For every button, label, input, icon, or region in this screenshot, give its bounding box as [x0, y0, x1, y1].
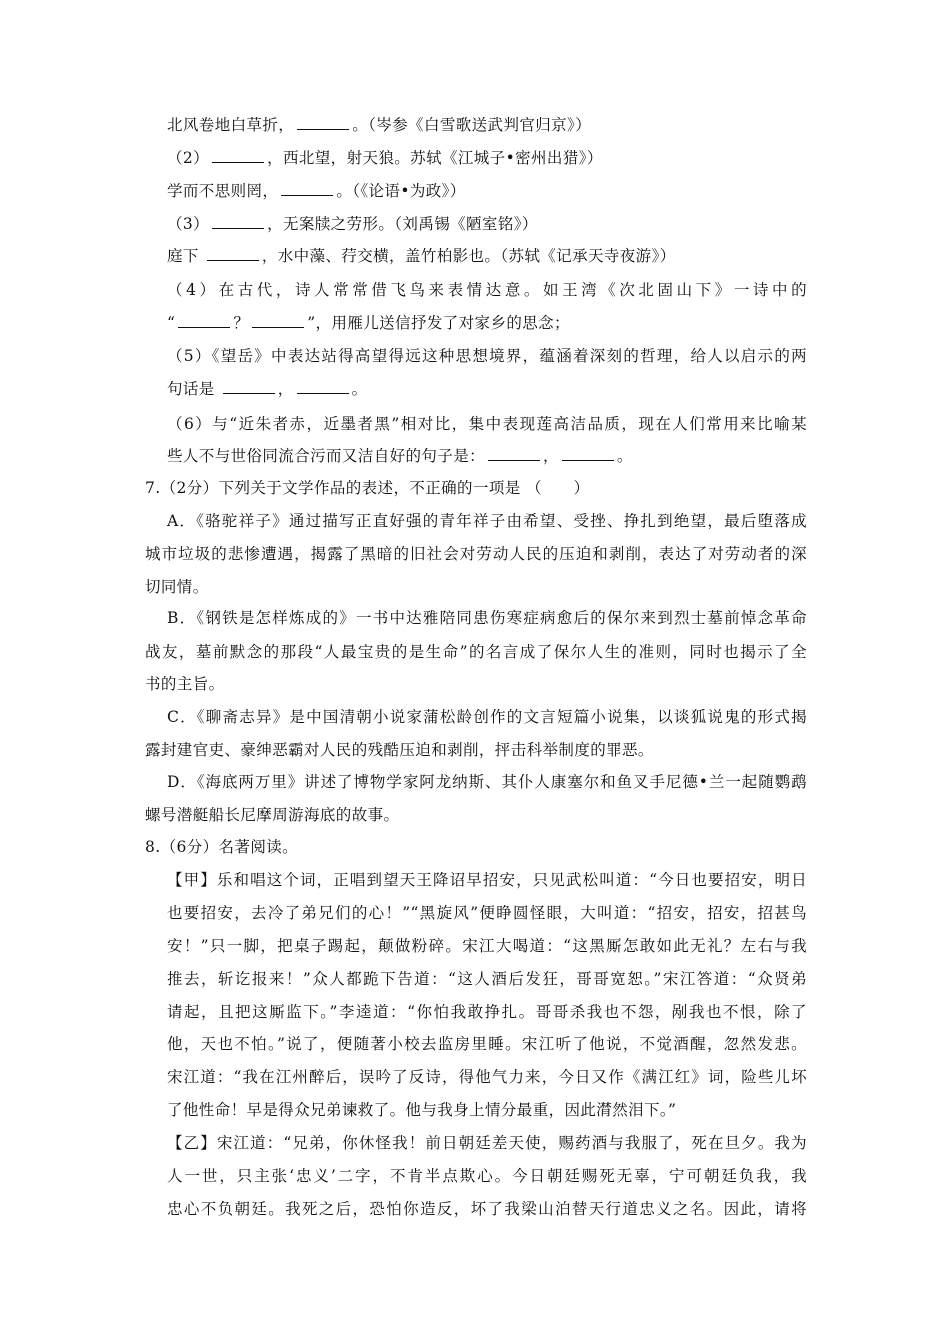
q6-source: 。（岑参《白雪歌送武判官归京》）: [352, 116, 592, 134]
answer-blank[interactable]: [223, 379, 275, 394]
q7-option-b: B．《钢铁是怎样炼成的》一书中达雅陪同患伤寒症病愈后的保尔来到烈士墓前悼念革命: [167, 609, 807, 627]
q6-text: 学而不思则罔，: [167, 182, 279, 200]
q6-line-2: [167, 146, 603, 170]
q6-line-5: [167, 244, 676, 268]
q7-option-a: A．《骆驼祥子》通过描写正直好强的青年祥子由希望、受挫、挣扎到绝望，最后堕落成: [167, 512, 807, 530]
q6-text: ，: [543, 447, 559, 465]
answer-blank[interactable]: [281, 181, 333, 196]
q8-stem: 8.（6分）名著阅读。: [145, 838, 299, 856]
answer-blank[interactable]: [212, 148, 264, 163]
q8-passage-yi: 【乙】宋江道：“兄弟，你休怪我！前日朝廷差天使，赐药酒与我服了，死在旦夕。我为: [167, 1134, 807, 1152]
q6-line-3: [167, 179, 466, 203]
q8-passage-yi: 人一世，只主张‘忠义’二字，不肯半点欺心。今日朝廷赐死无辜，宁可朝廷负我，我: [167, 1167, 807, 1185]
answer-blank[interactable]: [252, 313, 304, 328]
q7-stem: 7.（2分）下列关于文学作品的表述，不正确的一项是 （ ）: [145, 479, 590, 497]
q6-sub-number: （3）: [167, 215, 210, 233]
q6-line-1: [167, 113, 591, 137]
q7-option-c: 露封建官吏、豪绅恶霸对人民的残酷压迫和剥削，抨击科举制度的罪恶。: [145, 741, 654, 759]
q6-line-6: （4）在古代，诗人常常借飞鸟来表情达意。如王湾《次北固山下》一诗中的: [167, 281, 807, 299]
answer-blank[interactable]: [207, 246, 259, 261]
q7-option-b: 战友，墓前默念的那段“人最宝贵的是生命”的名言成了保尔人生的准则，同时也揭示了全: [145, 643, 807, 661]
q6-text: 北风卷地白草折，: [167, 116, 295, 134]
q8-passage-jia: 安！”只一脚，把桌子踢起，颠做粉碎。宋江大喝道：“这黑厮怎敢如此无礼？左右与我: [167, 937, 807, 955]
q6-text: 些人不与世俗同流合污而又洁自好的句子是：: [167, 447, 486, 465]
q8-passage-jia: 请起，且把这厮监下。”李逵道：“你怕我敢挣扎。哥哥杀我也不怨，剐我也不恨，除了: [167, 1003, 807, 1021]
answer-blank[interactable]: [562, 446, 614, 461]
q6-source: 。（《论语•为政》）: [336, 182, 466, 200]
q6-line-7: [167, 311, 570, 335]
q8-passage-jia: 他，天也不怕。”说了，便随著小校去监房里睡。宋江听了他说，不觉酒醒，忽然发悲。: [167, 1035, 807, 1053]
answer-blank[interactable]: [178, 313, 230, 328]
q6-line-11: [167, 444, 633, 468]
q6-text: ”，用雁儿送信抒发了对家乡的思念；: [307, 314, 570, 332]
q8-passage-jia: 【甲】乐和唱这个词，正唱到望天王降诏早招安，只见武松叫道：“今日也要招安，明日: [167, 871, 807, 889]
q8-passage-yi: 忠心不负朝廷。我死之后，恐怕你造反，坏了我梁山泊替天行道忠义之名。因此，请将: [167, 1200, 807, 1218]
q7-option-a: 城市垃圾的悲惨遭遇，揭露了黑暗的旧社会对劳动人民的压迫和剥削，表达了对劳动者的深: [145, 545, 807, 563]
q7-option-c: C．《聊斋志异》是中国清朝小说家蒲松龄创作的文言短篇小说集，以谈狐说鬼的形式揭: [167, 708, 807, 726]
q6-text: ，水中藻、荇交横，盖竹柏影也。（苏轼《记承天寺夜游》）: [261, 247, 676, 265]
q8-passage-jia: 宋江道：“我在江州醉后，误吟了反诗，得他气力来，今日又作《满江红》词，险些儿坏: [167, 1068, 807, 1086]
quote-mark: “: [167, 314, 176, 332]
q8-passage-jia: 也要招安，去冷了弟兄们的心！”“黑旋风”便睁圆怪眼，大叫道：“招安，招安，招甚鸟: [167, 904, 807, 922]
q6-text: ，西北望，射天狼。苏轼《江城子•密州出猎》）: [267, 149, 603, 167]
q6-line-8: （5）《望岳》中表达站得高望得远这种思想境界，蕴涵着深刻的哲理，给人以启示的两: [167, 347, 807, 365]
q6-text: 句话是: [167, 380, 215, 398]
answer-blank[interactable]: [212, 214, 264, 229]
q7-option-d: 螺号潜艇船长尼摩周游海底的故事。: [145, 806, 400, 824]
q6-line-10: （6）与“近朱者赤，近墨者黑”相对比，集中表现莲高洁品质，现在人们常用来比喻某: [167, 415, 807, 433]
answer-blank[interactable]: [297, 379, 349, 394]
q6-line-4: [167, 212, 538, 236]
q6-text: ，: [277, 380, 294, 398]
q6-text: 。: [616, 447, 633, 465]
answer-blank[interactable]: [488, 446, 540, 461]
q7-option-d: D．《海底两万里》讲述了博物学家阿龙纳斯、其仆人康塞尔和鱼叉手尼德•兰一起随鹦鹉: [167, 773, 807, 791]
q6-sub-number: （2）: [167, 149, 210, 167]
q6-text: 庭下: [167, 247, 199, 265]
q6-line-9: [167, 377, 368, 401]
q8-passage-jia: 了他性命！早是得众兄弟谏救了。他与我身上情分最重，因此潸然泪下。”: [167, 1101, 677, 1119]
q6-text: ，无案牍之劳形。（刘禹锡《陋室铭》）: [267, 215, 538, 233]
q8-passage-jia: 推去，斩讫报来！”众人都跪下告道：“这人酒后发狂，哥哥宽恕。”宋江答道：“众贤弟: [167, 970, 807, 988]
q6-text: ？: [233, 314, 250, 332]
q7-option-b: 书的主旨。: [145, 675, 225, 693]
q7-option-a: 切同情。: [145, 578, 209, 596]
answer-blank[interactable]: [297, 115, 349, 130]
q6-text: 。: [351, 380, 368, 398]
